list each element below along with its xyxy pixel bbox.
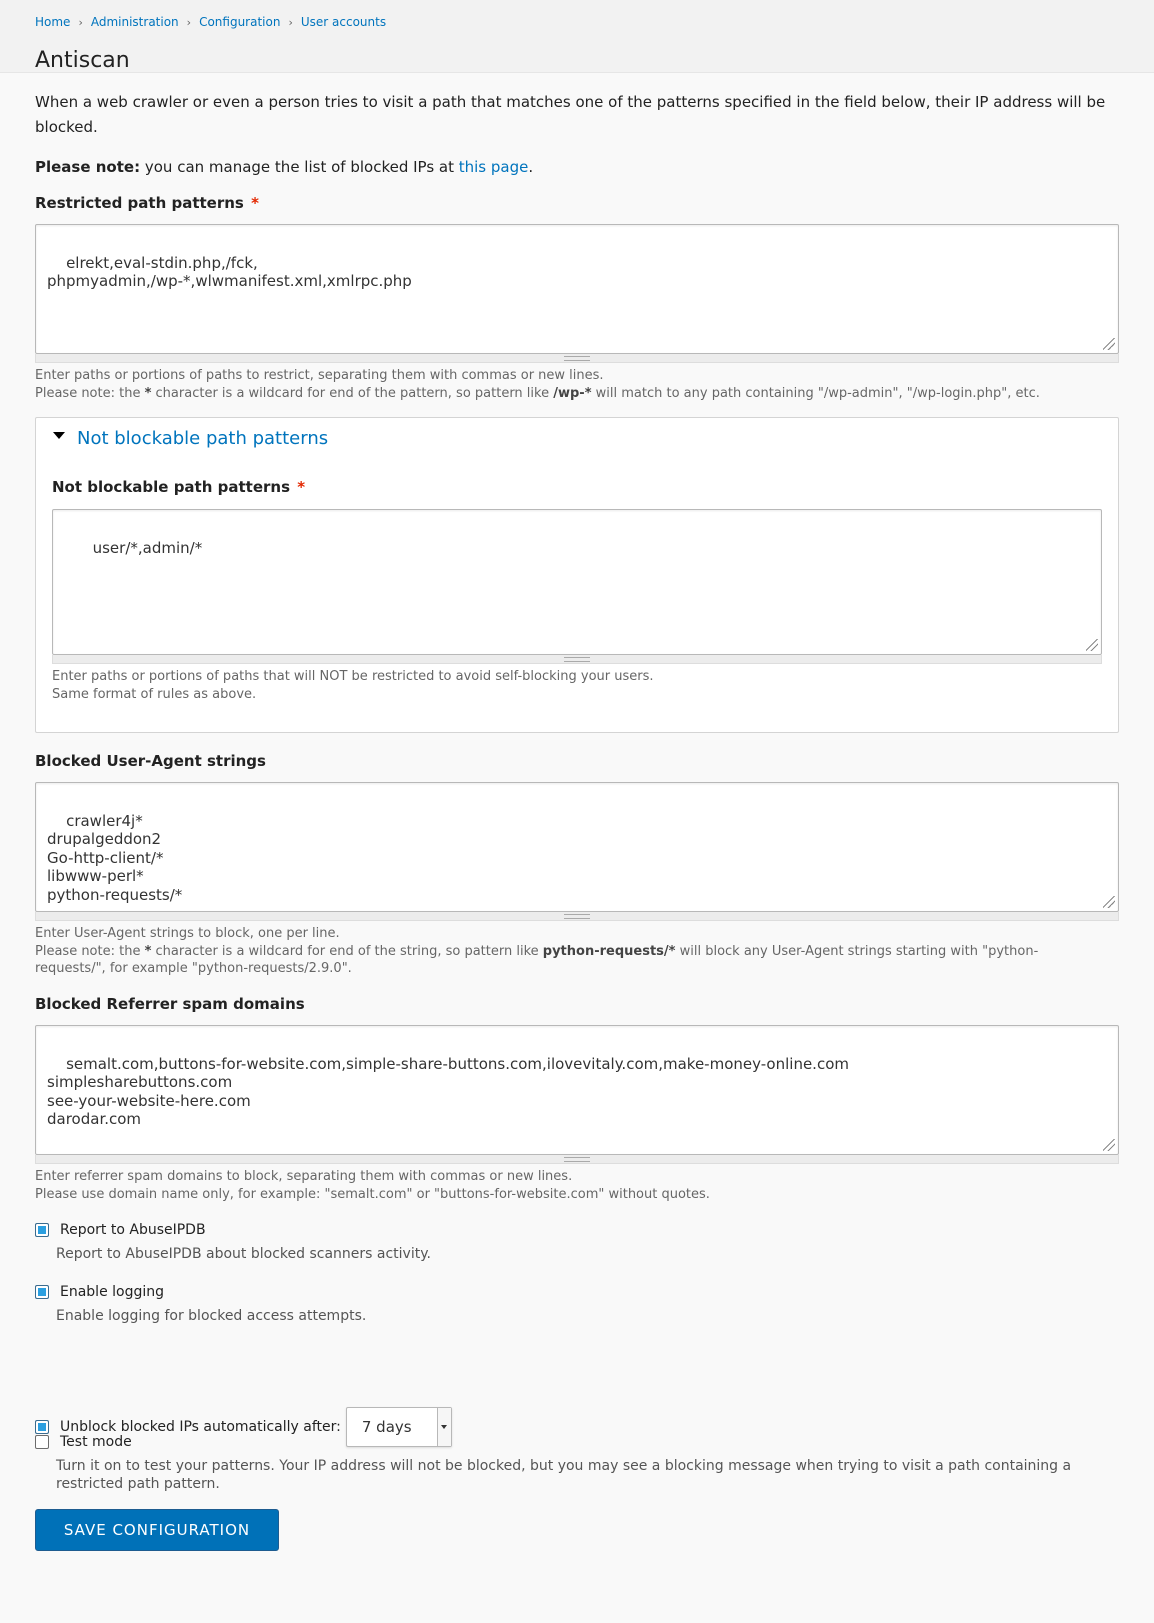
referrer-textarea[interactable] bbox=[35, 1025, 1119, 1155]
user-agents-description bbox=[35, 925, 1038, 978]
referrer-label: Blocked Referrer spam domains bbox=[35, 995, 305, 1013]
user-agents-value: crawler4j* drupalgeddon2 Go-http-client/* libwww-perl* python-requests/* bbox=[47, 811, 183, 904]
unblock-label[interactable]: Unblock blocked IPs automatically after: bbox=[60, 1419, 341, 1435]
resize-grip-icon[interactable] bbox=[1103, 338, 1115, 350]
note-text: you can manage the list of blocked IPs at bbox=[140, 158, 459, 176]
breadcrumb-home[interactable]: Home bbox=[35, 15, 71, 29]
breadcrumb-administration[interactable]: Administration bbox=[90, 15, 179, 29]
breadcrumb-configuration[interactable]: Configuration bbox=[199, 15, 281, 29]
restricted-patterns-label-text: Restricted path patterns bbox=[35, 194, 244, 212]
breadcrumb-user-accounts[interactable]: User accounts bbox=[300, 15, 387, 29]
test-mode-option[interactable] bbox=[35, 1434, 132, 1450]
chevron-right-icon: › bbox=[78, 15, 83, 29]
wildcard-char: * bbox=[144, 943, 152, 959]
restricted-desc-line1: Enter paths or portions of paths to restrict, separating them with commas or new lines. bbox=[35, 368, 604, 383]
not-blockable-details bbox=[35, 417, 1119, 733]
not-blockable-resize-handle[interactable] bbox=[52, 655, 1102, 664]
restricted-patterns-label bbox=[35, 193, 259, 213]
logging-option[interactable] bbox=[35, 1284, 164, 1300]
referrer-desc-line2: Please use domain name only, for example: "semalt.com" or "buttons-for-website.com" without quotes. bbox=[35, 1186, 710, 1202]
wildcard-char: * bbox=[144, 385, 152, 401]
user-agents-resize-handle[interactable] bbox=[35, 912, 1119, 921]
resize-grip-icon[interactable] bbox=[1103, 1139, 1115, 1151]
restricted-desc-line2b: character is a wildcard for end of the pattern, so pattern like bbox=[151, 385, 554, 401]
user-agents-label: Blocked User-Agent strings bbox=[35, 752, 266, 770]
resize-grip-icon[interactable] bbox=[1103, 896, 1115, 908]
restricted-patterns-textarea[interactable] bbox=[35, 224, 1119, 354]
user-agents-desc-line3: requests/", for example "python-requests/2.9.0". bbox=[35, 961, 352, 976]
not-blockable-label bbox=[52, 477, 305, 497]
user-agents-desc-line2b: character is a wildcard for end of the string, so pattern like bbox=[151, 943, 543, 959]
blocked-ips-page-link[interactable]: this page bbox=[458, 158, 529, 176]
resize-grip-icon[interactable] bbox=[1086, 639, 1098, 651]
triangle-down-icon bbox=[53, 432, 65, 439]
required-marker: * bbox=[251, 194, 259, 212]
abuseipdb-checkbox[interactable] bbox=[35, 1223, 49, 1237]
not-blockable-summary-text: Not blockable path patterns bbox=[77, 428, 329, 449]
breadcrumb bbox=[35, 15, 386, 29]
logging-checkbox[interactable] bbox=[35, 1285, 49, 1299]
save-configuration-button[interactable]: SAVE CONFIGURATION bbox=[35, 1509, 279, 1551]
pattern-example: /wp-* bbox=[553, 385, 592, 401]
chevron-right-icon: › bbox=[288, 15, 293, 29]
logging-description: Enable logging for blocked access attempts. bbox=[56, 1308, 367, 1324]
test-mode-description: Turn it on to test your patterns. Your IP address will not be blocked, but you may see a blocking message when trying to visit a path containing a restricted path pattern. bbox=[56, 1458, 1072, 1492]
unblock-period-select[interactable] bbox=[346, 1407, 452, 1447]
test-mode-label[interactable]: Test mode bbox=[60, 1434, 132, 1450]
dropdown-arrow-icon[interactable] bbox=[437, 1408, 451, 1446]
chevron-right-icon: › bbox=[186, 15, 192, 29]
user-agent-example: python-requests/* bbox=[542, 943, 676, 959]
note-period: . bbox=[528, 158, 534, 176]
not-blockable-desc-line2: Same format of rules as above. bbox=[52, 686, 257, 702]
not-blockable-summary[interactable] bbox=[53, 428, 328, 449]
required-marker: * bbox=[297, 478, 306, 496]
user-agents-textarea[interactable] bbox=[35, 782, 1119, 912]
abuseipdb-label[interactable]: Report to AbuseIPDB bbox=[60, 1222, 206, 1238]
restricted-patterns-value: elrekt,eval-stdin.php,/fck, phpmyadmin,/wp-*,wlwmanifest.xml,xmlrpc.php bbox=[47, 253, 412, 290]
logging-label[interactable]: Enable logging bbox=[60, 1284, 165, 1300]
user-agents-desc-line1: Enter User-Agent strings to block, one per line. bbox=[35, 926, 340, 941]
restricted-desc-line2: Please note: the bbox=[35, 385, 145, 401]
intro-text: When a web crawler or even a person tries to visit a path that matches one of the patterns specified in the field below, their IP address will be blocked. bbox=[35, 93, 1106, 136]
page-title: Antiscan bbox=[35, 47, 130, 73]
referrer-description bbox=[35, 1168, 710, 1203]
test-mode-checkbox[interactable] bbox=[35, 1435, 49, 1449]
restricted-desc-line2c: will match to any path containing "/wp-admin", "/wp-login.php", etc. bbox=[591, 385, 1040, 401]
blocked-ips-note bbox=[35, 157, 533, 177]
abuseipdb-option[interactable] bbox=[35, 1222, 206, 1238]
not-blockable-label-text: Not blockable path patterns bbox=[52, 478, 291, 496]
abuseipdb-description: Report to AbuseIPDB about blocked scanners activity. bbox=[56, 1246, 431, 1262]
not-blockable-value: user/*,admin/* bbox=[92, 538, 203, 557]
restricted-patterns-description bbox=[35, 367, 1040, 402]
not-blockable-textarea[interactable] bbox=[52, 509, 1102, 655]
user-agents-desc-line2: Please note: the bbox=[35, 943, 145, 959]
not-blockable-desc-line1: Enter paths or portions of paths that will NOT be restricted to avoid self-blocking your users. bbox=[52, 669, 654, 684]
restricted-patterns-resize-handle[interactable] bbox=[35, 354, 1119, 363]
unblock-checkbox[interactable] bbox=[35, 1420, 49, 1434]
note-label: Please note: bbox=[35, 158, 141, 176]
not-blockable-description bbox=[52, 668, 654, 703]
referrer-desc-line1: Enter referrer spam domains to block, separating them with commas or new lines. bbox=[35, 1169, 573, 1184]
referrer-value: semalt.com,buttons-for-website.com,simple-share-buttons.com,ilovevitaly.com,make-money-online.com simplesharebuttons.com see-your-website-here.com darodar.com bbox=[47, 1054, 849, 1128]
user-agents-desc-line2c: will block any User-Agent strings starting with "python- bbox=[675, 943, 1039, 959]
referrer-resize-handle[interactable] bbox=[35, 1155, 1119, 1164]
unblock-period-value: 7 days bbox=[361, 1418, 412, 1436]
page-header bbox=[0, 0, 1154, 73]
